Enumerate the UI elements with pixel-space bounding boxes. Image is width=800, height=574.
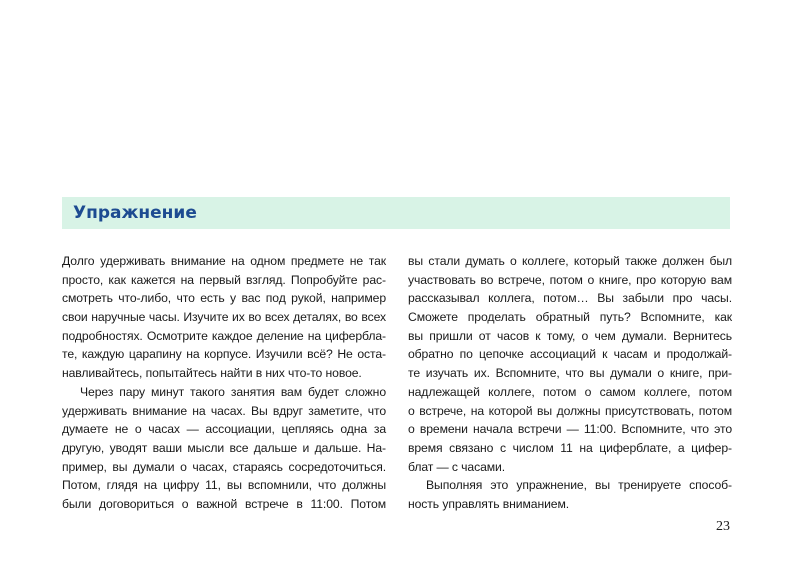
text-line: Потом, глядя на цифру 11, вы вспомнили, что должны [62, 478, 386, 493]
text-line: удерживать внимание на часах. Вы вдруг заметите, что [62, 403, 386, 418]
text-line: надлежащей коллеге, потом о самом коллеге, потом [408, 384, 732, 399]
text-line: рассказывал коллега, потом… Вы забыли про часы. [408, 291, 732, 306]
paragraph [408, 252, 732, 476]
text-line: вы пришли от часов к тому, о чем думали. Вернитесь [408, 328, 732, 343]
text-line: вы стали думать о коллеге, который также должен был [408, 254, 732, 268]
text-line: другую, уводят ваши мысли все дальше и дальше. На- [62, 440, 386, 455]
text-line: те, каждую царапину на корпусе. Изучили всё? Не оста- [62, 347, 386, 362]
paragraph [62, 383, 386, 514]
text-line: свои наручные часы. Изучите их во всех деталях, во всех [62, 310, 386, 325]
text-line: были договориться о важной встрече в 11:00. Потом [62, 496, 386, 511]
paragraph [62, 252, 386, 383]
text-line: блат — с часами. [408, 459, 506, 474]
text-line: обратно по цепочке ассоциаций к часам и продолжай- [408, 347, 732, 362]
paragraph [408, 476, 732, 513]
text-line: навливайтесь, попытайтесь найти в них что-то новое. [62, 366, 362, 381]
page-number: 23 [716, 519, 730, 534]
right-text-column [408, 252, 732, 514]
text-line: пример, вы думали о часах, стараясь сосредоточиться. [62, 459, 386, 474]
left-text-column [62, 252, 386, 514]
text-line: смотреть что-либо, что есть у вас под рукой, например [62, 291, 386, 306]
text-line: о встрече, на которой вы должны присутствовать, потом [408, 403, 732, 418]
text-line: о времени начала встречи — 11:00. Вспомните, что это [408, 422, 732, 437]
exercise-banner [62, 197, 730, 229]
text-line: Сможете проделать обратный путь? Вспомните, как [408, 310, 732, 325]
text-line: Выполняя это упражнение, вы тренируете способ- [426, 478, 732, 493]
text-line: думаете не о часах — ассоциации, цепляясь одна за [62, 422, 386, 437]
text-line: время связано с числом 11 на циферблате, а цифер- [408, 440, 732, 455]
text-line: Через пару минут такого занятия вам будет сложно [80, 384, 386, 399]
text-line: Долго удерживать внимание на одном предмете не так [62, 254, 386, 268]
text-line: участвовать во встрече, потом о книге, про которую вам [408, 272, 732, 287]
text-line: те изучать их. Вспомните, что вы думали о книге, при- [408, 366, 732, 381]
text-line: подробностях. Осмотрите каждое деление на циферблa- [62, 328, 386, 343]
text-line: ность управлять вниманием. [408, 496, 570, 511]
section-title: Упражнение [73, 203, 197, 223]
text-line: просто, как кажется на первый взгляд. Попробуйте рас- [62, 272, 386, 287]
